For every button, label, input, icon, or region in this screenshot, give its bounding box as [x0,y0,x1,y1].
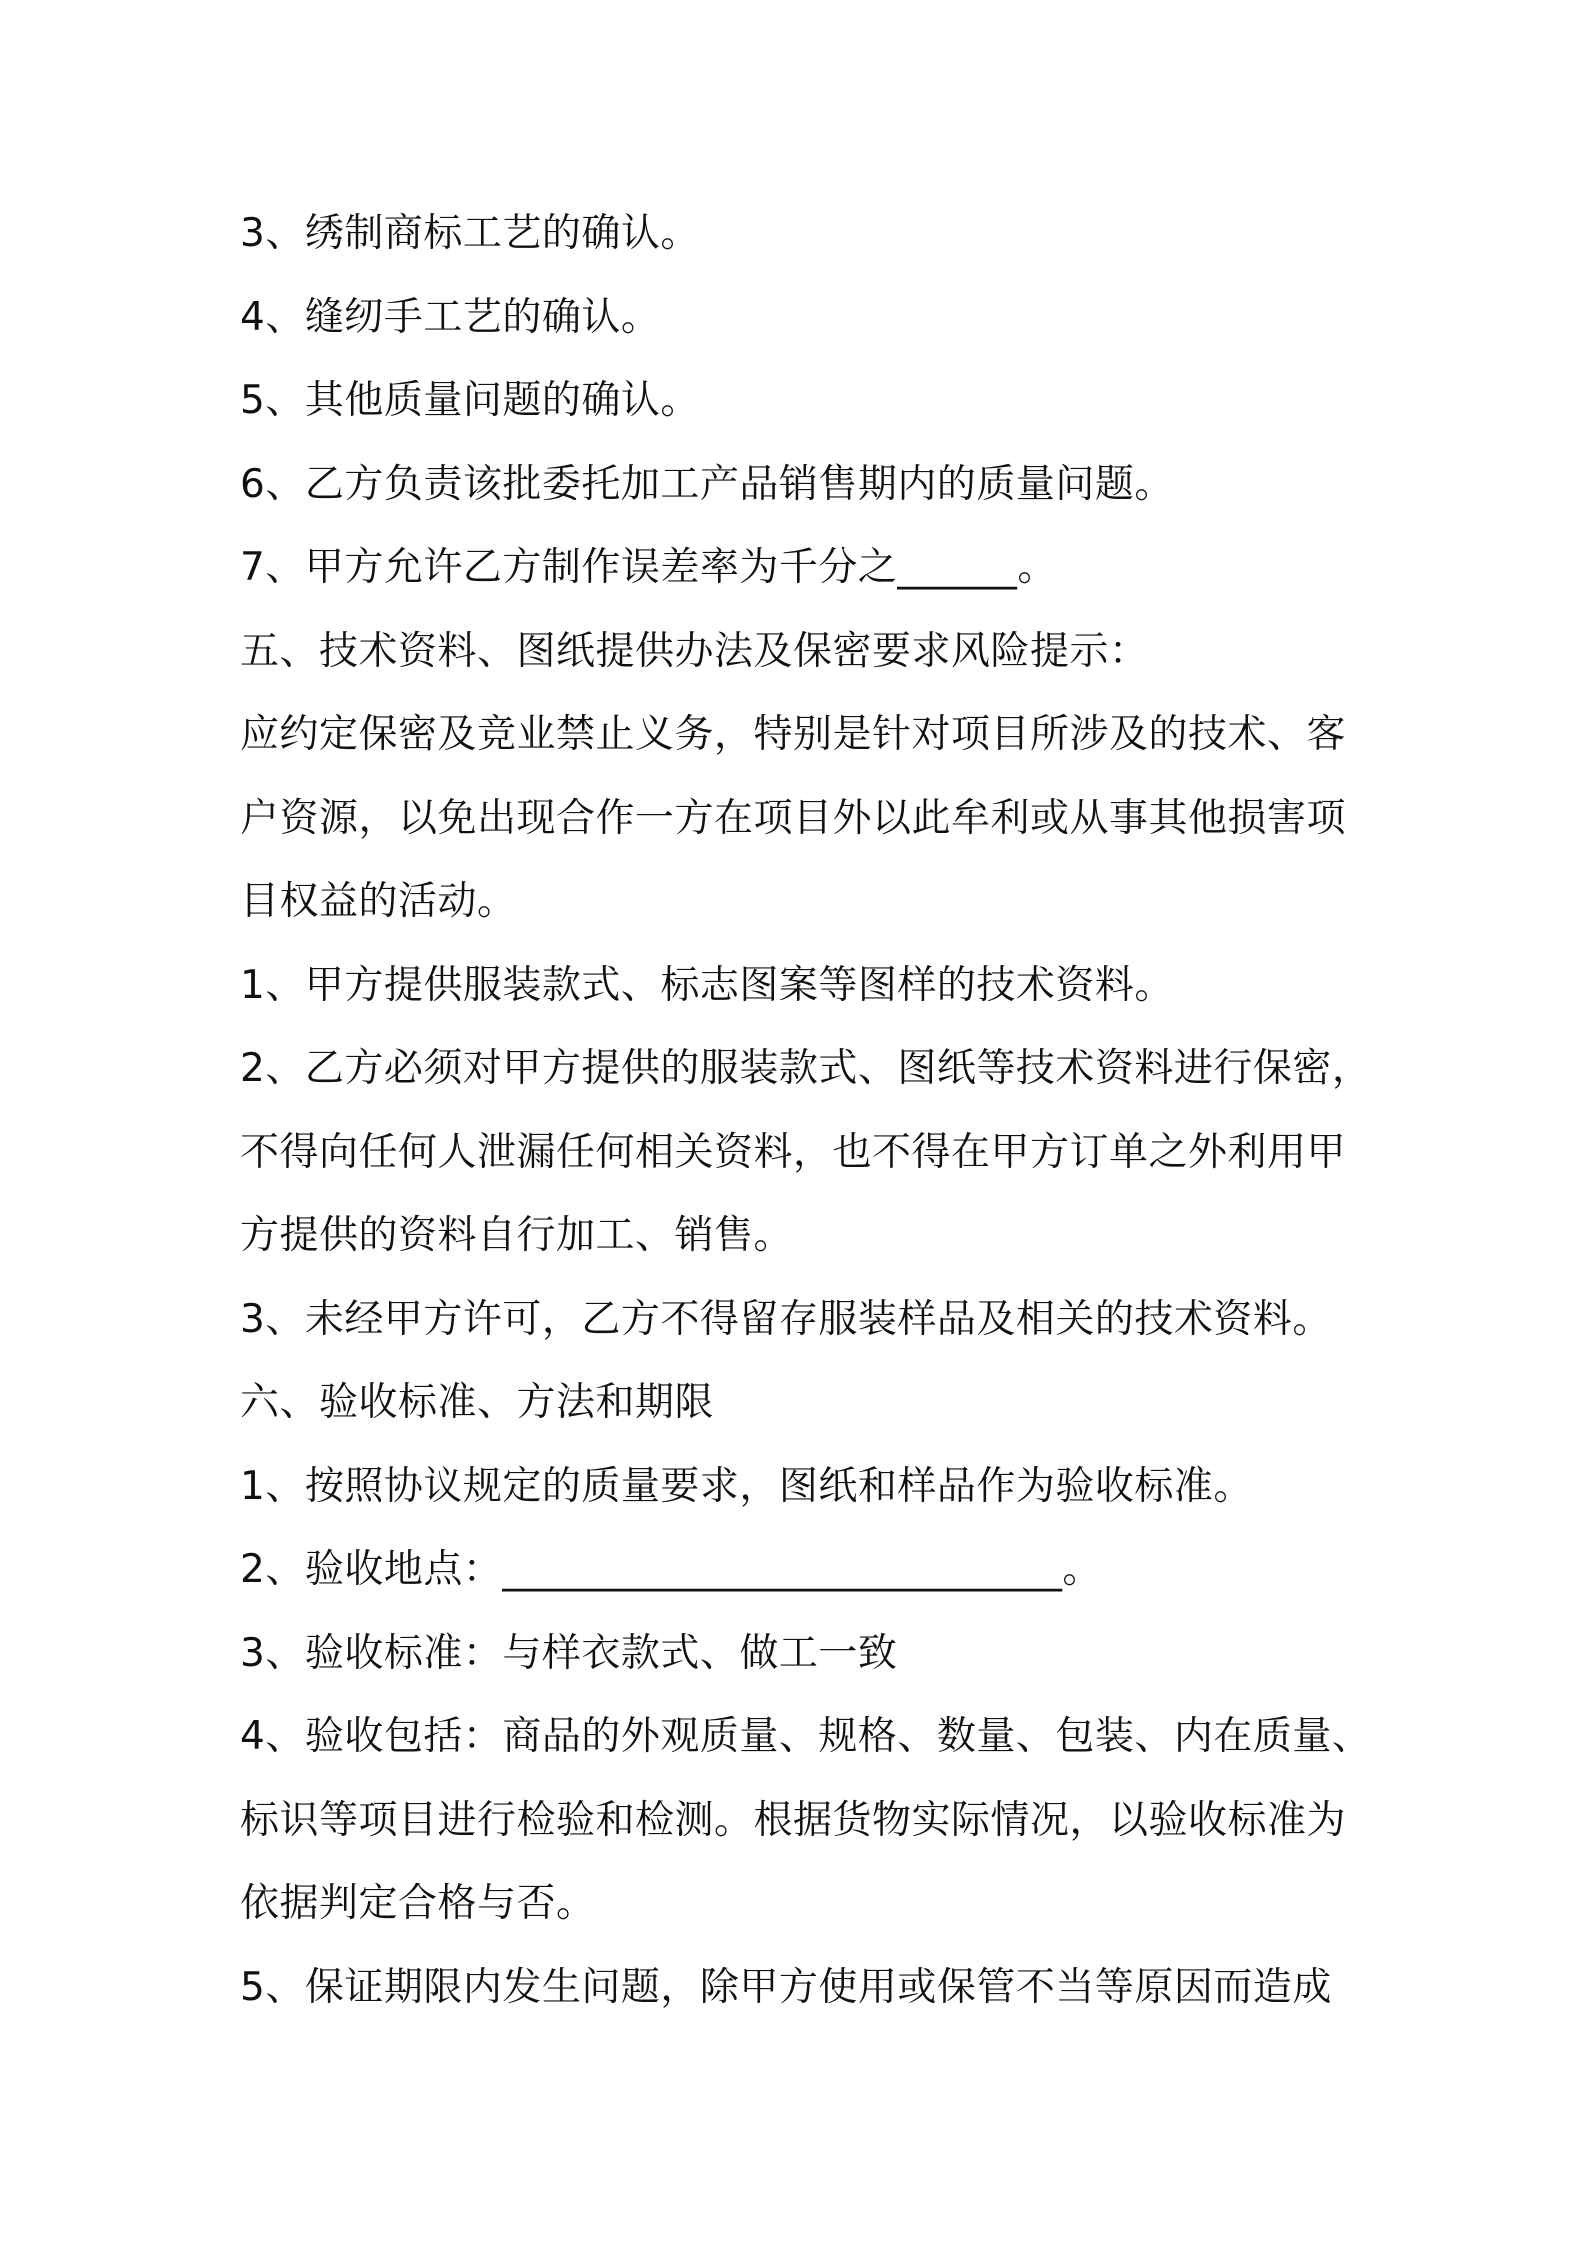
document-body [240,192,1380,2029]
section-6-clause-4-line-3: 依据判定合格与否。 [240,1881,596,1926]
clause-7-error-rate: 7、甲方允许乙方制作误差率为千分之______。 [240,545,1057,590]
risk-note-line-1: 应约定保密及竞业禁止义务，特别是针对项目所涉及的技术、客 [240,712,1347,757]
section-6-clause-4-line-1: 4、验收包括：商品的外观质量、规格、数量、包装、内在质量、 [240,1714,1372,1759]
risk-note-line-3: 目权益的活动。 [240,879,517,924]
section-5-clause-2-line-3: 方提供的资料自行加工、销售。 [240,1213,794,1258]
section-5-clause-2-line-1: 2、乙方必须对甲方提供的服装款式、图纸等技术资料进行保密， [240,1046,1372,1091]
section-5-clause-2-line-2: 不得向任何人泄漏任何相关资料，也不得在甲方订单之外利用甲 [240,1129,1347,1175]
section-6-clause-3-standard: 3、验收标准：与样衣款式、做工一致 [240,1630,898,1676]
clause-4-sewing: 4、缝纫手工艺的确认。 [240,294,661,340]
clause-5-other-quality: 5、其他质量问题的确认。 [240,378,700,423]
section-6-clause-5-line-1: 5、保证期限内发生问题，除甲方使用或保管不当等原因而造成 [240,1964,1332,2010]
section-6-clause-2-location: 2、验收地点：____________________________。 [240,1547,1102,1592]
section-5-clause-3: 3、未经甲方许可，乙方不得留存服装样品及相关的技术资料。 [240,1296,1332,1342]
section-6-heading: 六、验收标准、方法和期限 [240,1380,715,1425]
section-5-clause-1: 1、甲方提供服装款式、标志图案等图样的技术资料。 [240,962,1174,1008]
section-6-clause-4-line-2: 标识等项目进行检验和检测。根据货物实际情况，以验收标准为 [240,1797,1347,1843]
clause-3-embroidery: 3、绣制商标工艺的确认。 [240,211,700,256]
section-6-clause-1: 1、按照协议规定的质量要求，图纸和样品作为验收标准。 [240,1463,1253,1509]
section-5-heading: 五、技术资料、图纸提供办法及保密要求风险提示： [240,628,1149,674]
risk-note-line-2: 户资源，以免出现合作一方在项目外以此牟利或从事其他损害项 [240,795,1347,841]
clause-6-quality-responsibility: 6、乙方负责该批委托加工产品销售期内的质量问题。 [240,461,1174,507]
